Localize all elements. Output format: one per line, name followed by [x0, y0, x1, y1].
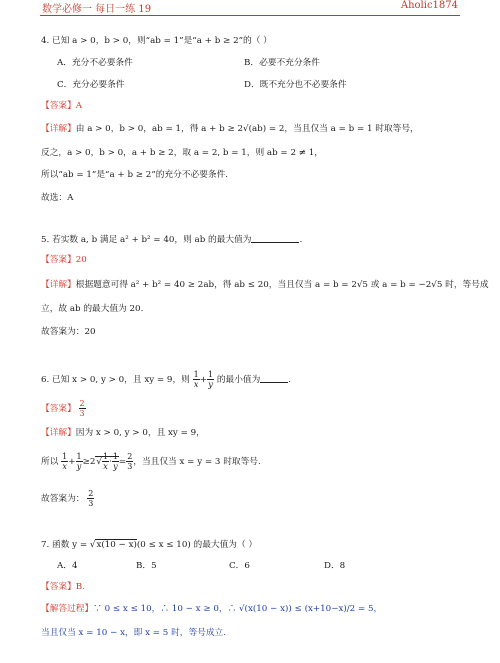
q6-answer: [41, 399, 86, 418]
sqrt-expression: √ $\frac{1}{x}$ · $\frac{1}{y}$: [96, 452, 118, 471]
answer-value: B.: [75, 582, 85, 592]
q7-option-b: B．5: [136, 561, 157, 571]
q5-stem-text: 5. 若实数 a, b 满足 a² + b² = 40，则 ab 的最大值为: [41, 235, 252, 245]
answer-tag: 【答案】: [41, 255, 76, 265]
answer-value: A: [75, 101, 83, 111]
q7-option-a: A．4: [57, 561, 78, 571]
q6-stem: 6. 已知 x > 0, y > 0，且 xy = 9，则 $\frac{1}{x}$ + $\frac{1}{y}$ 的最小值为 .: [41, 370, 292, 389]
sqrt-expression: x(10 − x): [96, 540, 137, 550]
q5-detail-2: 立，故 ab 的最大值为 20.: [41, 304, 144, 314]
answer-fraction: $\frac{2}{3}$: [79, 399, 85, 418]
detail-text: 因为 x > 0, y > 0，且 xy = 9，: [75, 428, 205, 438]
q5-stem: 5. 若实数 a, b 满足 a² + b² = 40，则 ab 的最大值为 .: [41, 235, 303, 245]
q4-option-c: C．充分必要条件: [57, 80, 125, 90]
q4-option-a: A．充分不必要条件: [57, 58, 133, 68]
detail-tag: 【详解】: [41, 428, 76, 438]
detail-text: 根据题意可得 a² + b² = 40 ≥ 2ab，得 ab ≤ 20，当且仅当 a = b = 2√5 或 a = b = −2√5 时，等号成: [75, 280, 489, 290]
header-rule: [40, 15, 460, 16]
q4-detail-3: 所以“ab = 1”是“a + b ≥ 2”的充分不必要条件.: [41, 170, 229, 180]
q6-detail-2: 所以 $\frac{1}{x}$ + $\frac{1}{y}$ ≥2√ $\frac{1}{x}$ · $\frac{1}{y}$ = $\frac{2}{3}$ ，当且仅当 x = y = 3 时取等号.: [41, 452, 261, 471]
detail-tag: 【解答过程】: [41, 604, 94, 614]
q4-stem: 4. 已知 a > 0，b > 0，则“ab = 1”是“a + b ≥ 2”的（ ）: [41, 36, 272, 46]
answer-tag: 【答案】: [41, 404, 76, 414]
fraction-1-over-x: $\frac{1}{x}$: [193, 370, 199, 389]
conclusion-fraction: $\frac{2}{3}$: [88, 489, 94, 508]
q6-conclusion: 故答案为： $\frac{2}{3}$: [41, 489, 94, 508]
q5-conclusion: 故答案为：20: [41, 327, 96, 337]
answer-tag: 【答案】: [41, 582, 76, 592]
q7-answer: [41, 582, 85, 593]
q7-option-c: C．6: [229, 561, 250, 571]
header-title: 数学必修一 每日一练 19: [42, 4, 152, 15]
q4-answer: [41, 101, 82, 112]
q6-stem-text: 6. 已知 x > 0, y > 0，且 xy = 9，则: [41, 375, 190, 385]
answer-blank: [251, 234, 299, 243]
detail-text: 由 a > 0，b > 0，ab = 1，得 a + b ≥ 2√(ab) = 2，当且仅当 a = b = 1 时取等号，: [75, 124, 419, 134]
q4-detail-2: 反之，a > 0，b > 0，a + b ≥ 2，取 a = 2, b = 1，则 ab = 2 ≠ 1，: [41, 148, 323, 158]
q7-option-d: D．8: [324, 561, 346, 571]
q7-stem: 7. 函数 y = √x(10 − x)(0 ≤ x ≤ 10) 的最大值为（ ）: [41, 540, 258, 550]
detail-text: ∵ 0 ≤ x ≤ 10，∴ 10 − x ≥ 0，∴ √(x(10 − x)) ≤ (x+10−x)/2 = 5，: [93, 604, 383, 614]
q6-detail-1: [41, 428, 205, 439]
q5-answer: [41, 255, 87, 266]
q7-detail-1: [41, 604, 382, 615]
answer-tag: 【答案】: [41, 101, 76, 111]
answer-value: 20: [75, 255, 87, 265]
q4-detail-1: [41, 124, 419, 135]
q5-detail-1: [41, 280, 489, 291]
q6-stem-text-2: 的最小值为: [216, 375, 261, 385]
q4-option-d: D．既不充分也不必要条件: [244, 80, 347, 90]
detail-tag: 【详解】: [41, 280, 76, 290]
fraction-1-over-y: $\frac{1}{y}$: [207, 370, 214, 389]
q4-option-b: B．必要不充分条件: [244, 58, 320, 68]
answer-blank: [260, 374, 288, 383]
q7-detail-2: 当且仅当 x = 10 − x，即 x = 5 时，等号成立.: [41, 628, 226, 638]
detail-tag: 【详解】: [41, 124, 76, 134]
page-header: [0, 0, 500, 14]
q4-conclusion: 故选：A: [41, 193, 74, 203]
header-author: Aholic1874: [400, 0, 458, 11]
